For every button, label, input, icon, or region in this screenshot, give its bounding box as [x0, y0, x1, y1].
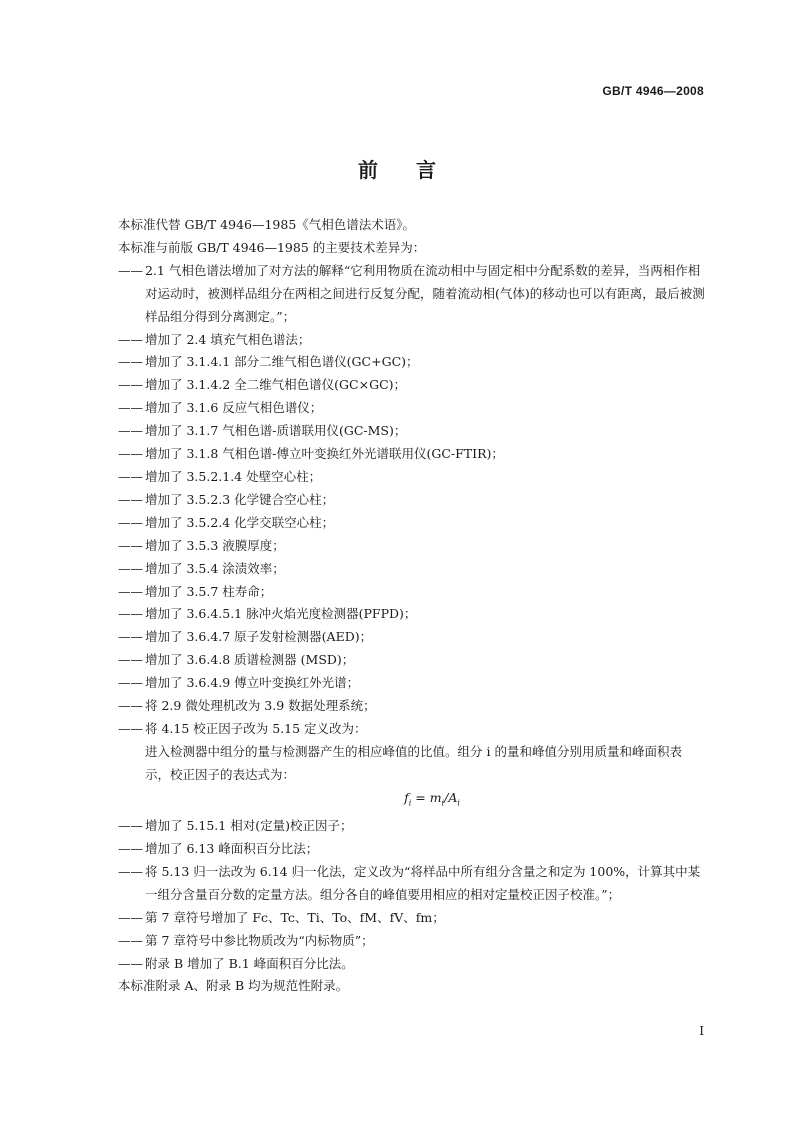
change-item-text: 增加了 3.6.4.5.1 脉冲火焰光度检测器(PFPD)； [145, 606, 417, 622]
change-item [118, 374, 706, 397]
change-item-text: 2.1 气相色谱法增加了对方法的解释“它利用物质在流动相中与固定相中分配系数的差异，当两相作相对运动时，被测样品组分在两相之间进行反复分配，随着流动相(气体)的移动也可以有距离，最后被测样品组分得到分离测定。”； [145, 262, 705, 324]
change-item-text: 增加了 3.1.8 气相色谱-傅立叶变换红外光谱联用仪(GC-FTIR)； [145, 446, 504, 462]
title-char-1: 前 [358, 158, 378, 182]
change-item [118, 649, 706, 672]
dash-marker: —— [118, 955, 143, 971]
dash-marker: —— [118, 583, 143, 599]
change-item-text: 增加了 5.15.1 相对(定量)校正因子； [145, 818, 353, 834]
change-item [118, 695, 706, 718]
title-char-2: 言 [416, 158, 436, 182]
change-item [118, 815, 706, 838]
change-item [118, 489, 706, 512]
dash-marker: —— [118, 818, 143, 834]
change-item [118, 260, 706, 329]
formula-a: A [448, 789, 458, 805]
change-item [118, 581, 706, 604]
definition-text: 进入检测器中组分的量与检测器产生的相应峰值的比值。组分 i 的量和峰值分别用质量和峰面积表示，校正因子的表达式为： [145, 743, 682, 782]
formula-sub: i [441, 798, 445, 808]
change-item-text: 增加了 3.1.4.2 全二维气相色谱仪(GC×GC)； [145, 377, 407, 393]
change-item-text: 将 5.13 归一法改为 6.14 归一化法，定义改为“将样品中所有组分含量之和定为 100%，计算其中某一组分含量百分数的定量方法。组分各自的峰值要用相应的相对定量校正因子校准。”； [145, 863, 701, 902]
change-item-text: 增加了 3.1.7 气相色谱-质谱联用仪(GC-MS)； [145, 423, 407, 439]
dash-marker: —— [118, 423, 143, 439]
formula-m: m [429, 789, 442, 805]
dash-marker: —— [118, 652, 143, 668]
formula-sub: i [408, 798, 412, 808]
dash-marker: —— [118, 909, 143, 925]
change-item-text: 将 2.9 微处理机改为 3.9 数据处理系统； [145, 698, 376, 714]
change-item-text: 增加了 3.5.7 柱寿命； [145, 583, 273, 599]
dash-marker: —— [118, 932, 143, 948]
change-item [118, 907, 706, 930]
dash-marker: —— [118, 262, 143, 278]
change-item-text: 增加了 3.1.4.1 部分二维气相色谱仪(GC+GC)； [145, 354, 419, 370]
dash-marker: —— [118, 606, 143, 622]
dash-marker: —— [118, 331, 143, 347]
dash-marker: —— [118, 675, 143, 691]
dash-marker: —— [118, 468, 143, 484]
change-item [118, 512, 706, 535]
change-item [118, 397, 706, 420]
formula-eq: = [411, 789, 430, 805]
change-item [118, 603, 706, 626]
change-item-text: 将 4.15 校正因子改为 5.15 定义改为： [145, 720, 367, 736]
formula-f: f [404, 789, 409, 805]
change-item [118, 466, 706, 489]
preface-body [118, 214, 706, 998]
change-item-text: 增加了 3.6.4.9 傅立叶变换红外光谱； [145, 675, 360, 691]
change-item-text: 增加了 3.6.4.8 质谱检测器 (MSD)； [145, 652, 355, 668]
dash-marker: —— [118, 560, 143, 576]
closing-line: 本标准附录 A、附录 B 均为规范性附录。 [118, 978, 349, 994]
correction-factor-formula [118, 787, 706, 815]
dash-marker: —— [118, 629, 143, 645]
change-item-text: 附录 B 增加了 B.1 峰面积百分比法。 [145, 955, 354, 971]
dash-marker: —— [118, 840, 143, 856]
dash-marker: —— [118, 537, 143, 553]
dash-marker: —— [118, 491, 143, 507]
change-item-text: 第 7 章符号中参比物质改为“内标物质”； [145, 932, 374, 948]
intro-line-2: 本标准与前版 GB/T 4946—1985 的主要技术差异为： [118, 239, 426, 255]
standard-code: GB/T 4946—2008 [602, 84, 704, 98]
dash-marker: —— [118, 863, 143, 879]
page-number: I [699, 1024, 704, 1038]
dash-marker: —— [118, 446, 143, 462]
change-item-text: 增加了 3.5.2.4 化学交联空心柱； [145, 514, 335, 530]
change-item [118, 420, 706, 443]
dash-marker: —— [118, 720, 143, 736]
change-item-text: 增加了 3.5.2.1.4 处壁空心柱； [145, 468, 322, 484]
change-item [118, 861, 706, 907]
page-title [0, 154, 794, 183]
dash-marker: —— [118, 354, 143, 370]
change-item-text: 增加了 3.5.2.3 化学键合空心柱； [145, 491, 335, 507]
formula-slash: / [444, 789, 449, 805]
change-item [118, 626, 706, 649]
change-item-text: 增加了 3.6.4.7 原子发射检测器(AED)； [145, 629, 373, 645]
change-item [118, 718, 706, 741]
change-item-text: 增加了 3.5.3 液膜厚度； [145, 537, 285, 553]
change-item-text: 第 7 章符号增加了 Fc、Tc、Ti、To、fM、fV、fm； [145, 909, 445, 925]
change-item [118, 558, 706, 581]
change-item-text: 增加了 3.5.4 涂渍效率； [145, 560, 285, 576]
dash-marker: —— [118, 514, 143, 530]
change-item [118, 535, 706, 558]
change-item [118, 329, 706, 352]
change-item [118, 672, 706, 695]
formula-sub: i [457, 798, 460, 808]
change-item [118, 930, 706, 953]
change-item [118, 443, 706, 466]
dash-marker: —— [118, 400, 143, 416]
change-item-text: 增加了 3.1.6 反应气相色谱仪； [145, 400, 323, 416]
change-item [118, 838, 706, 861]
change-item-text: 增加了 2.4 填充气相色谱法； [145, 331, 311, 347]
intro-line-1: 本标准代替 GB/T 4946—1985《气相色谱法术语》。 [118, 217, 416, 232]
change-item-text: 增加了 6.13 峰面积百分比法； [145, 840, 319, 856]
change-item [118, 351, 706, 374]
dash-marker: —— [118, 377, 143, 393]
change-item [118, 953, 706, 976]
dash-marker: —— [118, 698, 143, 714]
